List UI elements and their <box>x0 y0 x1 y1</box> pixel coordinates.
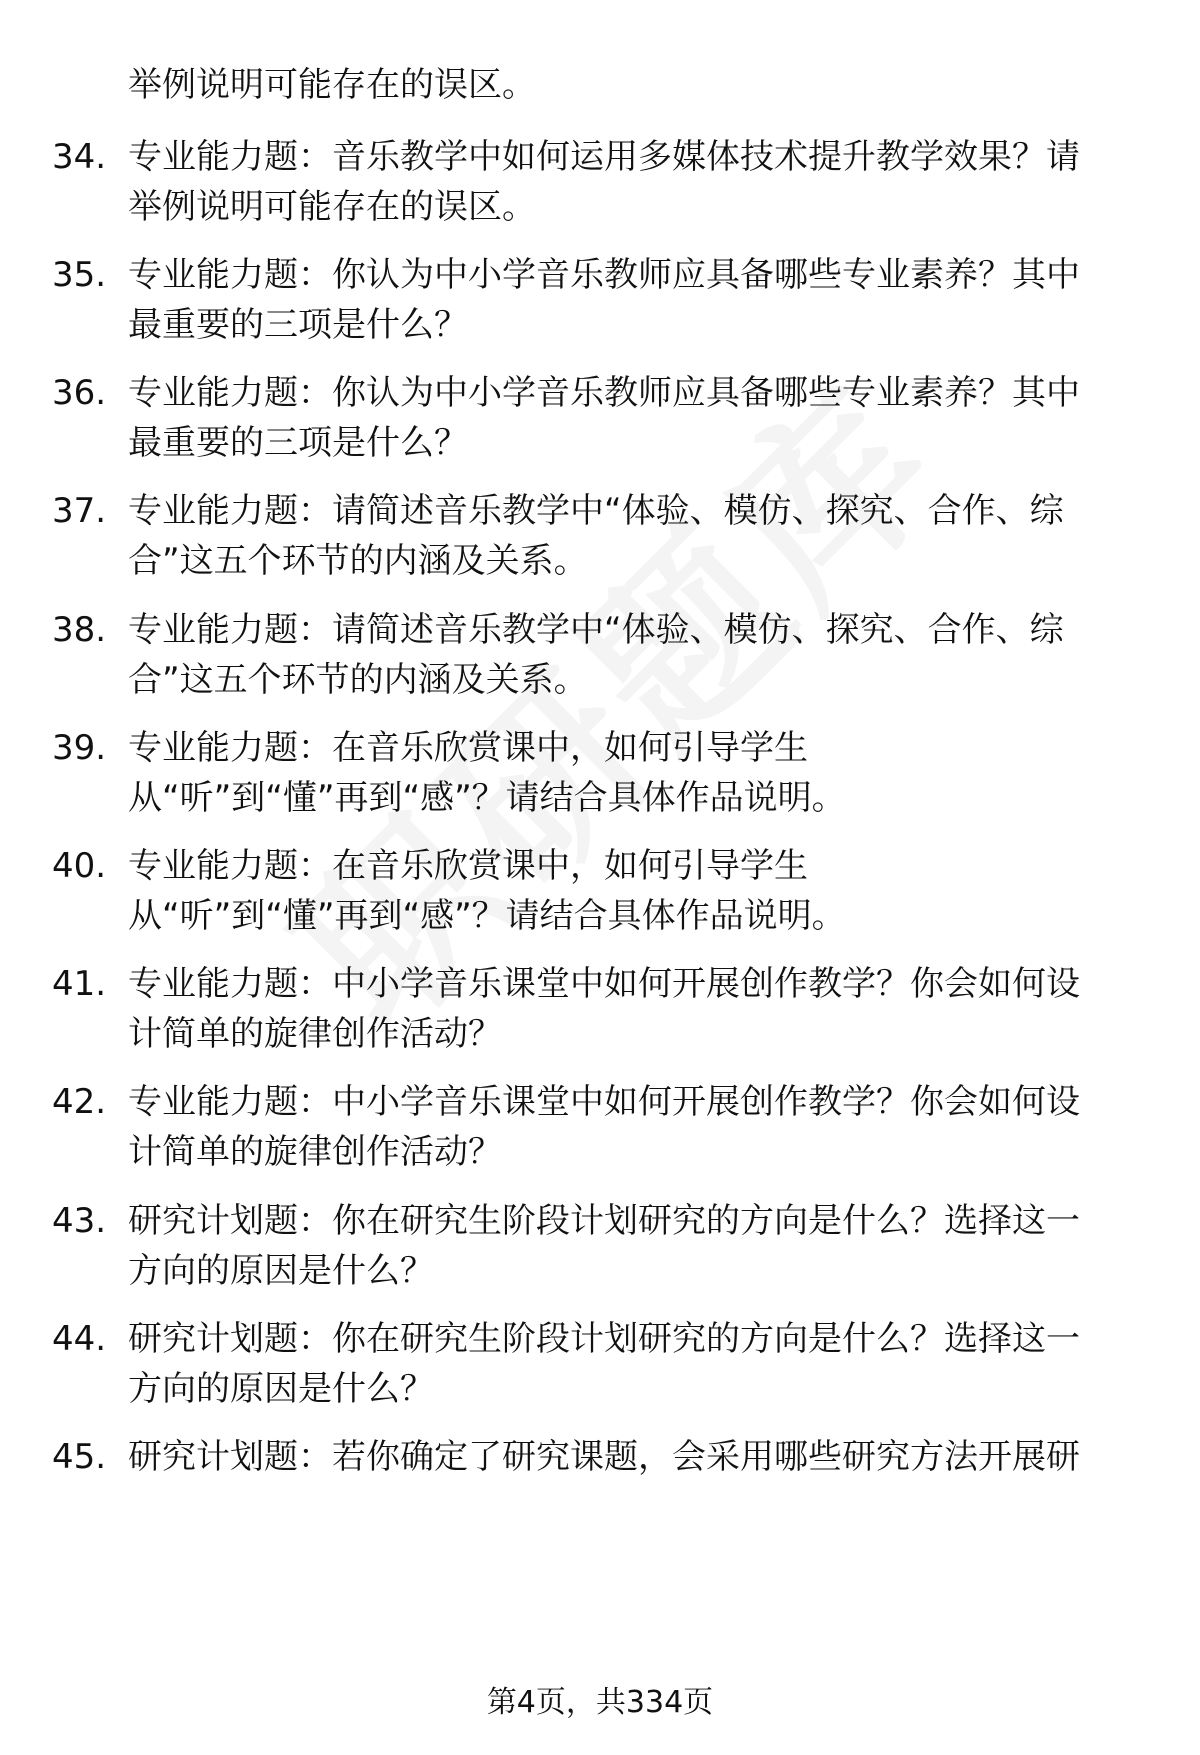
question-text: 研究计划题：你在研究生阶段计划研究的方向是什么？选择这一 方向的原因是什么？ <box>128 1319 1080 1409</box>
continuation-text: 举例说明可能存在的误区。 <box>128 65 536 105</box>
question-number: 38. <box>52 610 107 650</box>
question-number: 44. <box>52 1319 107 1359</box>
question-text: 专业能力题：请简述音乐教学中“体验、模仿、探究、合作、综 合”这五个环节的内涵及关系。 <box>128 491 1064 581</box>
question-number: 45. <box>52 1437 107 1477</box>
question-number: 39. <box>52 728 107 768</box>
question-text: 专业能力题：你认为中小学音乐教师应具备哪些专业素养？其中 最重要的三项是什么？ <box>128 255 1080 345</box>
question-text: 专业能力题：在音乐欣赏课中，如何引导学生 从“听”到“懂”再到“感”？请结合具体作品说明。 <box>128 728 846 818</box>
question-number: 43. <box>52 1201 107 1241</box>
page-footer: 第4页，共334页 <box>486 1685 714 1720</box>
question-text: 专业能力题：中小学音乐课堂中如何开展创作教学？你会如何设 计简单的旋律创作活动？ <box>128 964 1080 1054</box>
question-text: 专业能力题：请简述音乐教学中“体验、模仿、探究、合作、综 合”这五个环节的内涵及关系。 <box>128 610 1064 700</box>
question-number: 42. <box>52 1082 107 1122</box>
question-text: 专业能力题：你认为中小学音乐教师应具备哪些专业素养？其中 最重要的三项是什么？ <box>128 373 1080 463</box>
question-number: 34. <box>52 137 107 177</box>
question-text: 研究计划题：若你确定了研究课题，会采用哪些研究方法开展研 <box>128 1437 1080 1477</box>
question-number: 35. <box>52 255 107 295</box>
question-text: 专业能力题：音乐教学中如何运用多媒体技术提升教学效果？请 举例说明可能存在的误区。 <box>128 137 1080 227</box>
question-number: 40. <box>52 846 107 886</box>
question-text: 专业能力题：中小学音乐课堂中如何开展创作教学？你会如何设 计简单的旋律创作活动？ <box>128 1082 1080 1172</box>
question-number: 37. <box>52 491 107 531</box>
question-text: 专业能力题：在音乐欣赏课中，如何引导学生 从“听”到“懂”再到“感”？请结合具体作品说明。 <box>128 846 846 936</box>
question-number: 41. <box>52 964 107 1004</box>
question-number: 36. <box>52 373 107 413</box>
question-text: 研究计划题：你在研究生阶段计划研究的方向是什么？选择这一 方向的原因是什么？ <box>128 1201 1080 1291</box>
